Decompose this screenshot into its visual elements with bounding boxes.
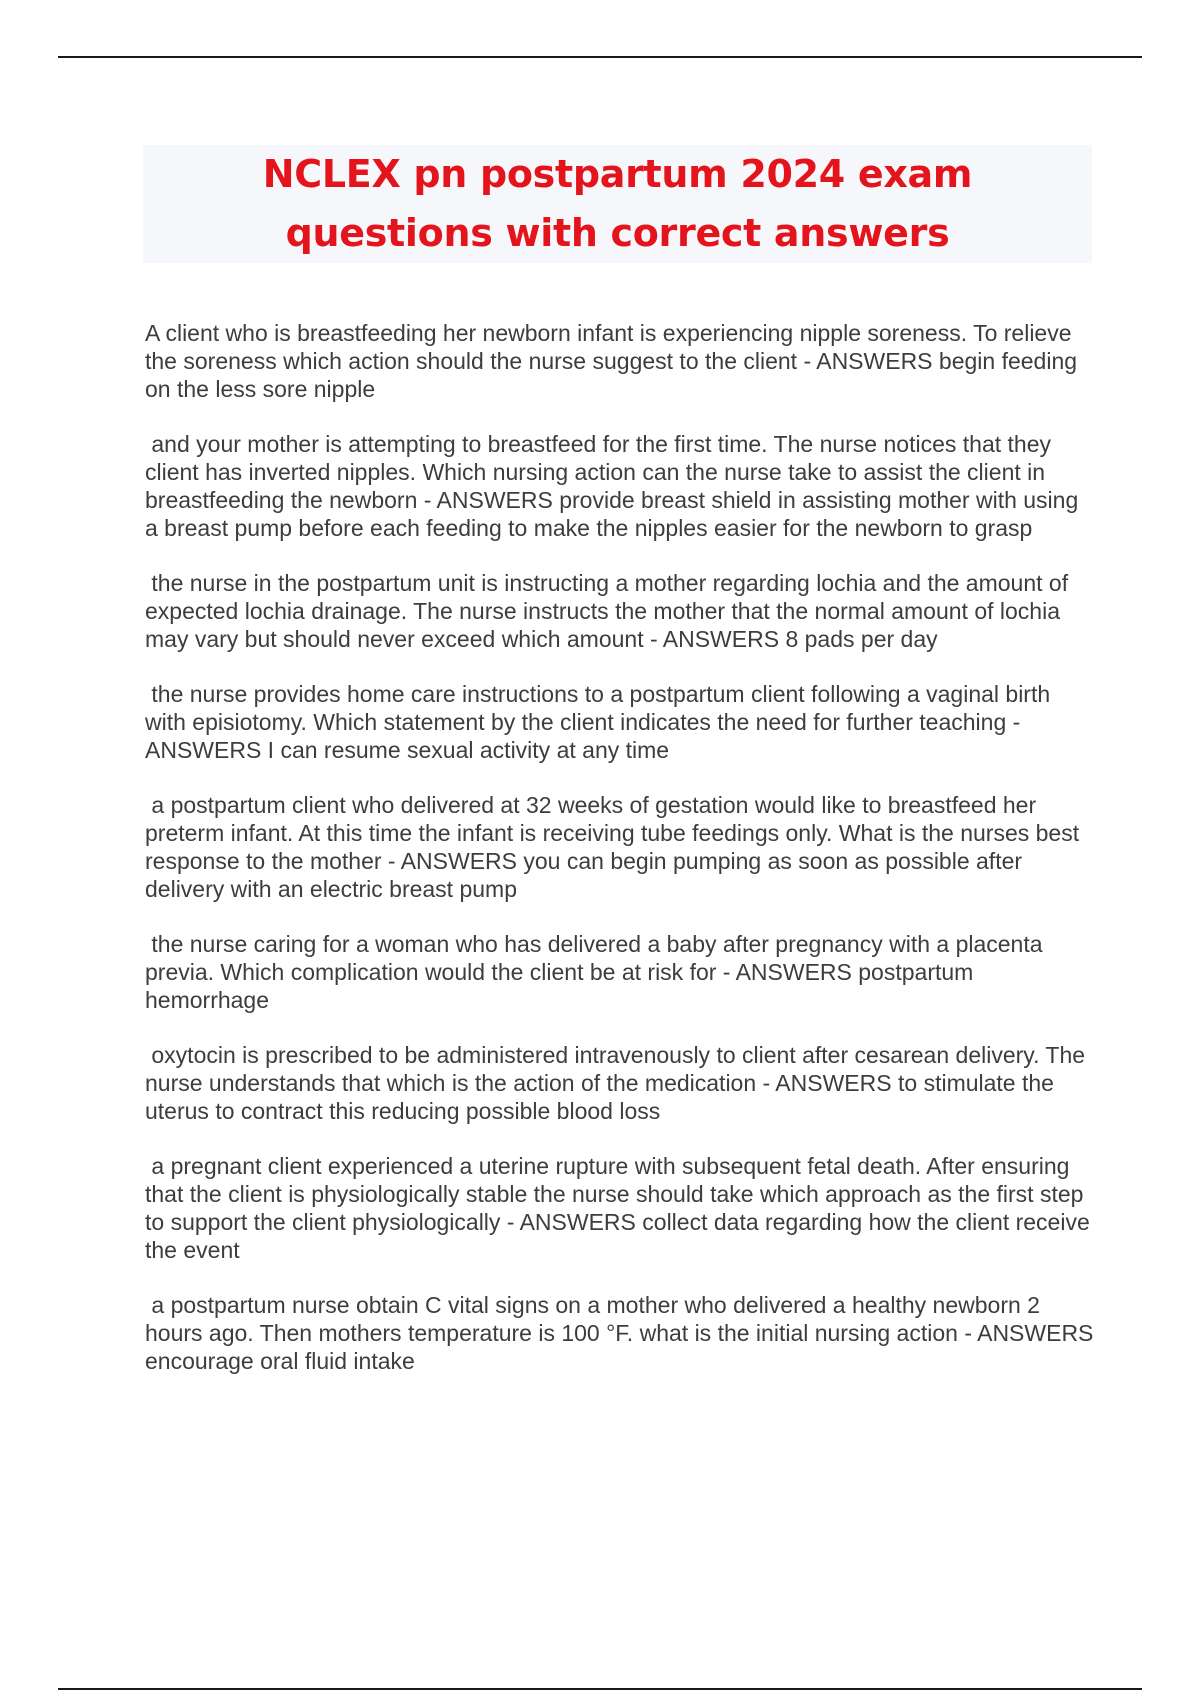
question-item-8: a pregnant client experienced a uterine rupture with subsequent fetal death. After ensuring that the client is physiologically stable the nurse should take which approach as the first step to support the client physiologically - ANSWERS collect data regarding how the client receive the event [145, 1153, 1097, 1263]
bottom-rule [58, 1688, 1142, 1690]
question-item-4: the nurse provides home care instructions to a postpartum client following a vaginal birth with episiotomy. Which statement by the client indicates the need for further teaching - ANSWERS I can resume sexual activity at any time [145, 681, 1057, 763]
question-item-3: the nurse in the postpartum unit is instructing a mother regarding lochia and the amount of expected lochia drainage. The nurse instructs the mother that the normal amount of lochia may vary but should never exceed which amount - ANSWERS 8 pads per day [145, 570, 1075, 652]
question-item-6: the nurse caring for a woman who has delivered a baby after pregnancy with a placenta previa. Which complication would the client be at risk for - ANSWERS postpartum hemorrhage [145, 931, 1049, 1013]
top-rule [58, 56, 1142, 58]
question-item-7: oxytocin is prescribed to be administered intravenously to client after cesarean delivery. The nurse understands that which is the action of the medication - ANSWERS to stimulate the uterus to contract this reducing possible blood loss [145, 1042, 1092, 1124]
question-item-5: a postpartum client who delivered at 32 weeks of gestation would like to breastfeed her preterm infant. At this time the infant is receiving tube feedings only. What is the nurses best response to the mother - ANSWERS you can begin pumping as soon as possible after delivery with an electric breast pump [145, 792, 1086, 902]
question-item-9: a postpartum nurse obtain C vital signs on a mother who delivered a healthy newborn 2 hours ago. Then mothers temperature is 100 °F. what is the initial nursing action - ANSWERS encourage oral fluid intake [145, 1292, 1100, 1374]
question-item-2: and your mother is attempting to breastfeed for the first time. The nurse notices that they client has inverted nipples. Which nursing action can the nurse take to assist the client in breastfeeding the newborn - ANSWERS provide breast shield in assisting mother with using a breast pump before each feeding to make the nipples easier for the newborn to grasp [145, 431, 1085, 541]
question-item-1: A client who is breastfeeding her newborn infant is experiencing nipple soreness. To relieve the soreness which action should the nurse suggest to the client - ANSWERS begin feeding on the less sore nipple [145, 320, 1084, 402]
page-title: NCLEX pn postpartum 2024 exam questions with correct answers [262, 152, 973, 255]
title-banner [143, 145, 1092, 263]
question-list [145, 319, 1100, 1402]
